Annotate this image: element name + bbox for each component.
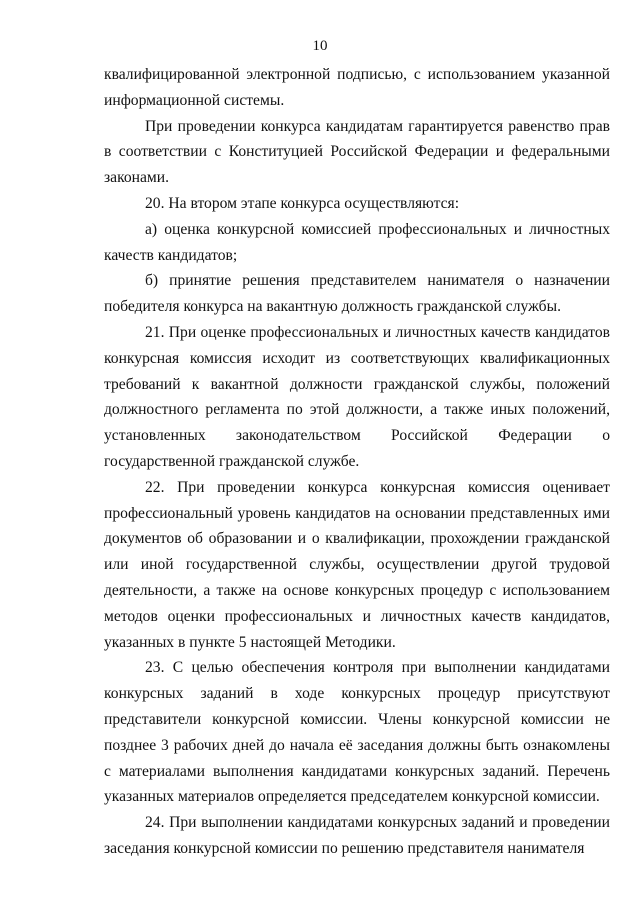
paragraph-21-evaluation-basis: 21. При оценке профессиональных и личностных качеств кандидатов конкурсная комиссия исходит из соответствующих квалификационных требований к вакантной должности гражданской службы, положений должностного регламента по этой должности, а также иных положений, установленных законодательством Российской Федерации о государственной гражданской службе.: [104, 323, 610, 470]
paragraph-20-second-stage: 20. На втором этапе конкурса осуществляются:: [145, 194, 460, 212]
document-body: [104, 62, 610, 862]
paragraph-equality-rights: При проведении конкурса кандидатам гарантируется равенство прав в соответствии с Конституцией Российской Федерации и федеральными законами.: [104, 117, 610, 187]
paragraph-24-recording: 24. При выполнении кандидатами конкурсных заданий и проведении заседания конкурсной комиссии по решению представителя нанимателя: [104, 814, 610, 857]
paragraph-20a-assessment: а) оценка конкурсной комиссией профессиональных и личностных качеств кандидатов;: [104, 220, 610, 264]
paragraph-20b-decision: б) принятие решения представителем нанимателя о назначении победителя конкурса на вакантную должность гражданской службы.: [104, 272, 610, 316]
page-number: 10: [312, 38, 328, 54]
paragraph-22-professional-level: 22. При проведении конкурса конкурсная комиссия оценивает профессиональный уровень кандидатов на основании представленных ими документов об образовании и о квалификации, прохождении гражданской или иной государственной службы, осуществлении другой трудовой деятельности, а также на основе конкурсных процедур с использованием методов оценки профессиональных и личностных качеств кандидатов, указанных в пункте 5 настоящей Методики.: [104, 478, 610, 651]
paragraph-23-control: 23. С целью обеспечения контроля при выполнении кандидатами конкурсных заданий в ходе конкурсных процедур присутствуют представители конкурсной комиссии. Члены конкурсной комиссии не позднее 3 рабочих дней до начала её заседания должны быть ознакомлены с материалами выполнения кандидатами конкурсных заданий. Перечень указанных материалов определяется председателем конкурсной комиссии.: [104, 659, 610, 806]
paragraph-continuation: квалифицированной электронной подписью, с использованием указанной информационной системы.: [104, 66, 610, 109]
